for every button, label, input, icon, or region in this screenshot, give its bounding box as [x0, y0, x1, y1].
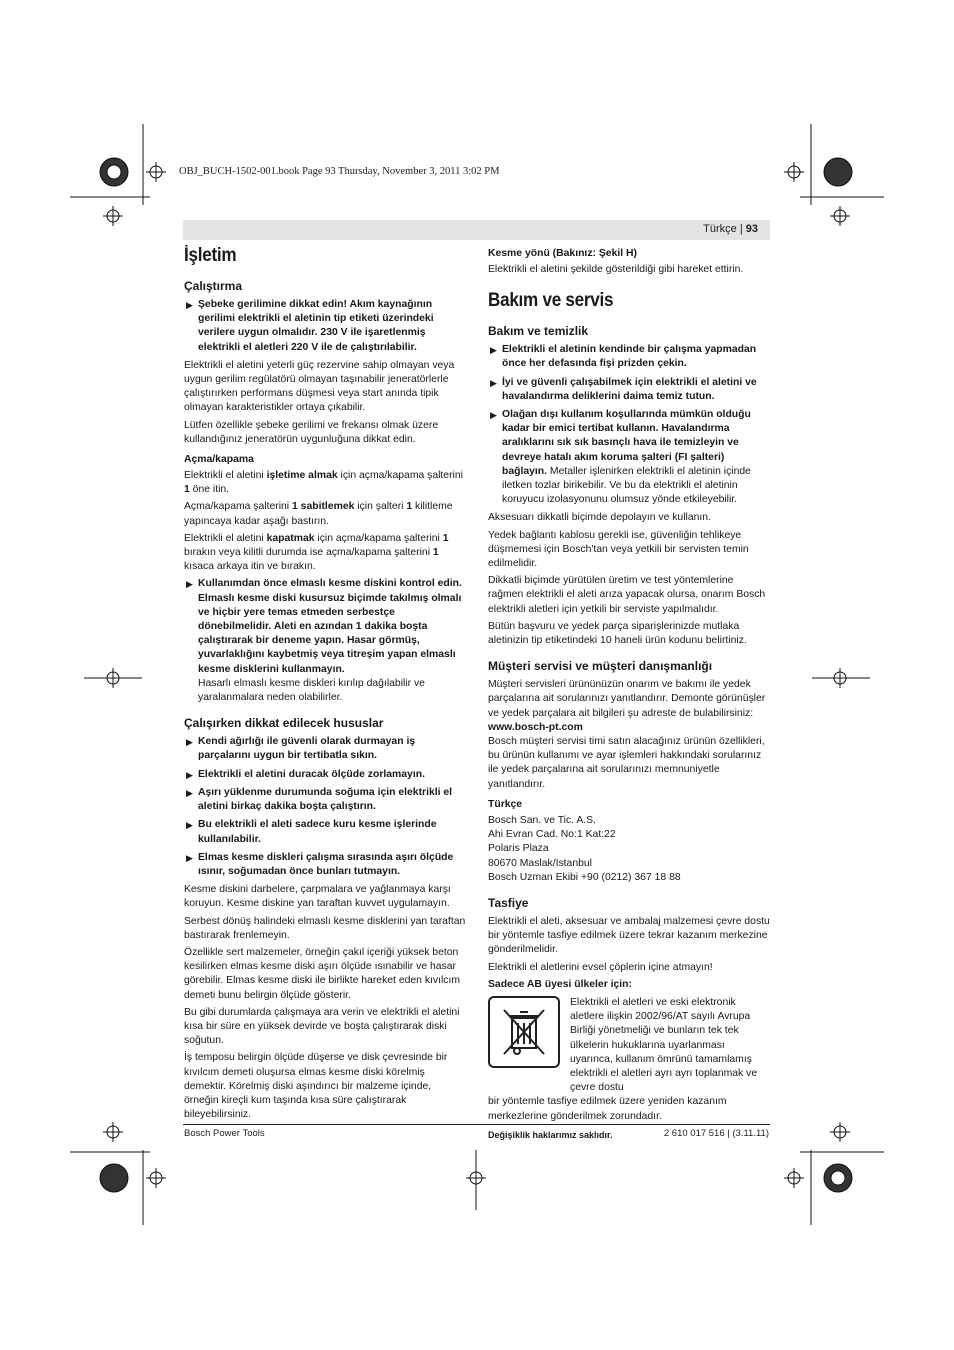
eu-only-label: Sadece AB üyesi ülkeler için: [488, 978, 632, 990]
arrow-icon: ▶ [490, 410, 497, 421]
heading-disposal: Tasfiye [488, 895, 529, 910]
paragraph: Açma/kapama şalterini 1 sabitlemek için şalteri 1 kilitleme yapıncaya kadar aşağı bastırın. [184, 501, 453, 527]
paragraph: Müşteri servisleri ürününüzün onarım ve bakımı ile yedek parçalarına ait sorularınızı yanıtlandırır. Demonte görünüşler ve yedek parçalara ait bilgileri şu adreste de bulabilirsiniz: www.bosch-pt.com Bosch müşteri servisi timi satın alacağınız ürünün özellikleri, bu ürünün kullanımı ve ayar işlemleri hakkındaki sorularınız ile yedek parçalarına ait sorularınızı memnuniyetle yanıtlandırır. [488, 679, 766, 790]
print-info-line: OBJ_BUCH-1502-001.book Page 93 Thursday, November 3, 2011 3:02 PM [179, 166, 500, 177]
bullet-item: ▶ Kendi ağırlığı ile güvenli olarak durmayan iş parçalarını uygun bir tertibatla sıkın. [186, 736, 416, 762]
crosshair-mark-icon [812, 668, 870, 688]
paragraph: Bütün başvuru ve yedek parça siparişlerinizde mutlaka aletinizin tip etiketindeki 10 haneli ürün kodunu belirtiniz. [488, 620, 747, 647]
paragraph: Özellikle sert malzemeler, örneğin çakıl içeriği yüksek beton kesilirken elmas kesme diski aşırı ölçüde ısınabilir ve hasar görebilir. Elmas kesme diski ile birlikte hareket eden kıvılcım demeti bunu belirgin ölçüde gösterir. [184, 946, 461, 1001]
bullet-item: ▶ Aşırı yüklenme durumunda soğuma için elektrikli el aletini birkaç dakika boşta çalıştırın. [186, 786, 453, 813]
bullet-item: ▶ Olağan dışı kullanım koşullarında mümkün olduğu kadar bir emici tertibat kullanın. Havalandırma aralıklarını sık sık basınçlı hava ile temizleyin ve devreye hatalı akım koruma şalteri (FI şalteri) bağlayın. Metaller işlenirken elektrikli el aletinin içinde iletken tozlar birikebilir. Ve bu da elektrikli el aletinin koruyucu izolasyonunu olumsuz yönde etkileyebilir. [490, 409, 751, 506]
paragraph: Kesme diskini darbelere, çarpmalara ve yağlanmaya karşı koruyun. Kesme diskine yan taraftan kuvvet uygulamayın. [184, 884, 451, 910]
heading-on-off: Açma/kapama [184, 454, 254, 466]
website-link: www.bosch-pt.com [488, 721, 583, 733]
paragraph: bir yöntemle tasfiye edilmek üzere yeniden kazanım merkezlerine gönderilmek zorundadır. [488, 1096, 727, 1122]
registration-mark-icon [824, 158, 852, 186]
bullet-item: ▶ İyi ve güvenli çalışabilmek için elektrikli el aletini ve havalandırma deliklerini daima temiz tutun. [490, 376, 757, 402]
bullet-item: ▶ Elektrikli el aletinin kendinde bir çalışma yapmadan önce her defasında fişi prizden çekin. [490, 344, 757, 370]
weee-block [488, 996, 770, 1095]
registration-mark-icon [100, 158, 128, 186]
paragraph: Elektrikli el aletini işletime almak için açma/kapama şalterini 1 öne itin. [184, 470, 463, 496]
arrow-icon: ▶ [490, 377, 497, 388]
bullet-item: ▶ Şebeke gerilimine dikkat edin! Akım kaynağının gerilimi elektrikli el aletinin tip etiketi üzerindeki verilere uygun olmalıdır. 230 V ile işaretlenmiş elektrikli el aletleri 220 V ile de çalıştırılabilir. [186, 299, 434, 353]
footer-divider [183, 1124, 770, 1125]
bullet-item: ▶ Elmas kesme diskleri çalışma sırasında aşırı ölçüde ısınır, soğumadan önce bunları tutmayın. [186, 851, 454, 877]
arrow-icon: ▶ [186, 787, 193, 798]
crosshair-mark-icon [784, 124, 811, 205]
crosshair-mark-icon [800, 1122, 884, 1152]
arrow-icon: ▶ [186, 820, 193, 831]
crosshair-mark-icon [70, 197, 150, 226]
bullet-item: ▶ Elektrikli el aletini duracak ölçüde zorlamayın. [184, 768, 466, 782]
heading-maintenance-cleaning: Bakım ve temizlik [488, 324, 589, 339]
bullet-item: ▶ Kullanımdan önce elmaslı kesme diskini kontrol edin. Elmaslı kesme diski kusursuz biçimde takılmış olmalı ve hiçbir yere temas etmeden serbestçe dönebilmelidir. Aleti en azından 1 dakika boşta çalıştırarak bir deneme yapın. Hasar görmüş, yuvarlaklığını kaybetmiş veya titreşim yapan elmaslı kesme disklerini kullanmayın. Hasarlı elmaslı kesme diskleri kırılıp dağılabilir ve yaralanmalara neden olabilirler. [186, 578, 462, 704]
right-column [488, 245, 770, 1145]
crosshair-mark-icon [800, 197, 884, 226]
page-number: Türkçe | 93 [703, 223, 758, 235]
registration-mark-icon [824, 1164, 852, 1192]
paragraph: Aksesuarı dikkatli biçimde depolayın ve kullanın. [488, 512, 711, 524]
heading-working-notes: Çalışırken dikkat edilecek hususlar [184, 716, 384, 731]
page-header-bar [183, 220, 770, 240]
paragraph: Elektrikli el aletini yeterli güç rezervine sahip olmayan veya uygun gerilim regülatörü olmayan taşınabilir jeneratörlerle çalıştırırken performans düşmesi veya start anında tipik olmayan karakteristikler ortaya çıkabilir. [184, 359, 455, 414]
crosshair-mark-icon [143, 1150, 166, 1225]
paragraph: Elektrikli el aletlerini evsel çöplerin içine atmayın! [488, 961, 713, 973]
footer-doc-number: 2 610 017 516 | (3.11.11) [663, 1128, 769, 1139]
crosshair-mark-icon [466, 1150, 486, 1210]
crossed-out-wheelie-bin-icon [488, 996, 560, 1068]
paragraph: Elektrikli el aletini kapatmak için açma/kapama şalterini 1 bırakın veya kilitli durumda ise açma/kapama şalterini 1 kısaca arkaya itin ve bırakın. [184, 532, 449, 573]
arrow-icon: ▶ [186, 852, 193, 863]
paragraph: Elektrikli el aleti, aksesuar ve ambalaj malzemesi çevre dostu bir yöntemle tasfiye edilmek üzere tekrar kazanım merkezine gönderilmelidir. [488, 915, 770, 956]
weee-text: Elektrikli el aletleri ve eski elektronik aletlere ilişkin 2002/96/AT sayılı Avrupa Birliği yönetmeliği ve bunların tek tek ülkelerin hukuklarına uyarlanması uyarınca, kullanım ömrünü tamamlamış elektrikli el aletleri ayrı ayrı toplanmak ve çevre dostu [570, 996, 758, 1094]
arrow-icon: ▶ [490, 345, 497, 356]
paragraph: Bu gibi durumlarda çalışmaya ara verin ve elektrikli el aletini kısa bir süre en yüksek devirde ve boşta çalıştırarak diski soğutun. [184, 1006, 460, 1047]
heading-customer-service: Müşteri servisi ve müşteri danışmanlığı [488, 659, 713, 674]
registration-mark-icon [100, 1164, 128, 1192]
paragraph: Dikkatli biçimde yürütülen üretim ve test yöntemlerine rağmen elektrikli el aleti arıza yapacak olursa, onarım Bosch elektrikli aletleri için yetkili bir serviste yapılmalıdır. [488, 575, 766, 615]
arrow-icon: ▶ [186, 300, 193, 310]
paragraph: Serbest dönüş halindeki elmaslı kesme disklerini yan taraftan bastırarak frenlemeyin. [184, 915, 466, 941]
paragraph: Yedek bağlantı kablosu gerekli ise, güvenliğin tehlikeye düşmemesi için Bosch'tan veya yetkili bir servisten temin edilmelidir. [488, 529, 749, 570]
heading-starting: Çalıştırma [184, 279, 243, 293]
footer-brand: Bosch Power Tools [184, 1128, 265, 1139]
section-title-operation: İşletim [184, 245, 237, 266]
heading-country: Türkçe [488, 798, 523, 810]
address-block: Bosch San. ve Tic. A.S. Ahi Evran Cad. No:1 Kat:22 Polaris Plaza 80670 Maslak/Istanbul Bosch Uzman Ekibi +90 (0212) 367 18 88 [488, 814, 681, 883]
paragraph: İş temposu belirgin ölçüde düşerse ve disk çevresinde bir kıvılcım demeti oluşursa elmas kesme diski körelmiş demektir. Körelmiş diski aşındırıcı bir malzeme içinde, örneğin kireçli kum taşında kısa süre çalıştırarak bileyebilirsiniz. [184, 1052, 448, 1121]
change-notice: Değişiklik haklarımız saklıdır. [488, 1129, 613, 1140]
arrow-icon: ▶ [186, 737, 193, 748]
left-column [184, 244, 466, 1125]
section-title-maintenance: Bakım ve servis [488, 290, 614, 312]
paragraph: Elektrikli el aletini şekilde gösterildiği gibi hareket ettirin. [488, 264, 744, 275]
arrow-icon: ▶ [186, 769, 193, 780]
crosshair-mark-icon [784, 1150, 811, 1225]
crosshair-mark-icon [70, 1122, 150, 1152]
crosshair-mark-icon [143, 124, 166, 205]
crosshair-mark-icon [84, 668, 142, 688]
heading-cut-direction: Kesme yönü (Bakınız: Şekil H) [488, 248, 637, 259]
paragraph: Lütfen özellikle şebeke gerilimi ve frekansı olmak üzere kullandığınız jeneratörün uygunluğuna dikkat edin. [184, 419, 439, 445]
bullet-item: ▶ Bu elektrikli el aleti sadece kuru kesme işlerinde kullanılabilir. [186, 819, 437, 845]
arrow-icon: ▶ [186, 579, 193, 590]
